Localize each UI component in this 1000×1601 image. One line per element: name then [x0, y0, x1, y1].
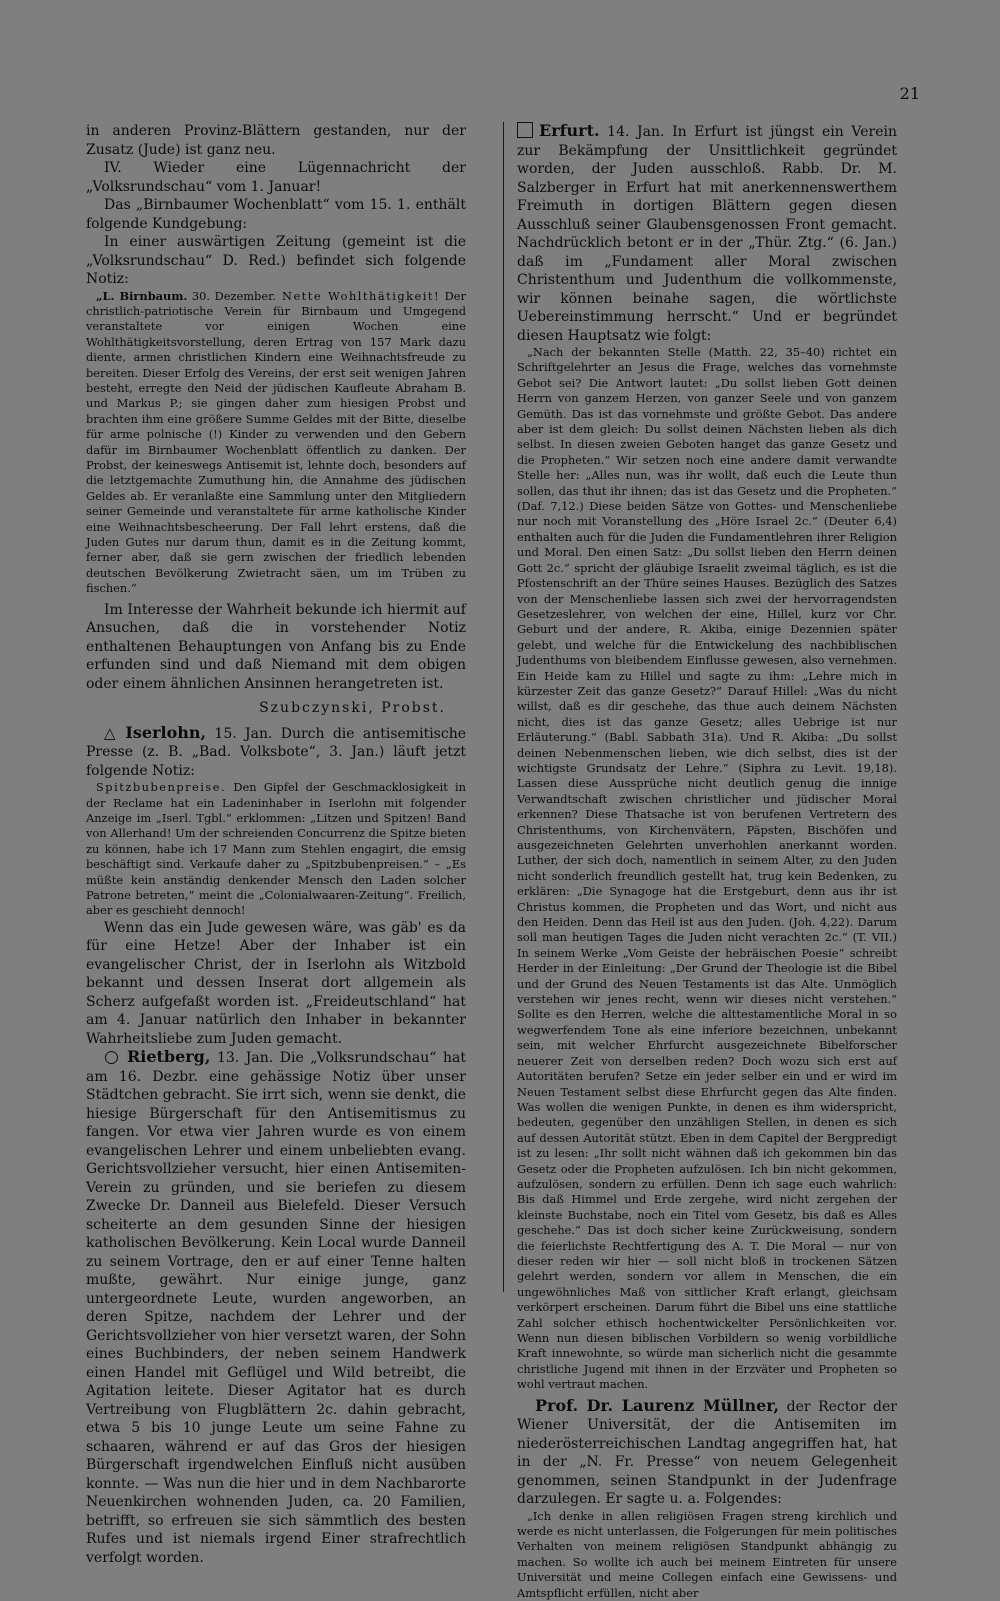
iserlohn-quote-text [86, 780, 466, 919]
rietberg-section [86, 1048, 466, 1567]
birnbaum-quote-text [86, 289, 466, 597]
left-paragraph-5: Im Interesse der Wahrheit bekunde ich hiermit auf Ansuchen, daß die in vorstehender Notiz enthaltenen Behauptungen von Anfang bis zu Ende erfunden sind und daß Niemand mit dem obigen oder einem ähnlichen Ansinnen herangetreten ist. [86, 601, 466, 692]
muellner-name: Prof. Dr. Laurenz Müllner, [535, 1395, 780, 1415]
signature: Szubczynski, Probst. [259, 700, 446, 717]
left-paragraph-2: IV. Wieder eine Lügennachricht der „Volksrundschau“ vom 1. Januar! [86, 160, 466, 195]
iserlohn-quote-heading: Spitzbubenpreise. [96, 780, 227, 795]
left-paragraph-1: in anderen Provinz-Blättern gestanden, nur der Zusatz (Jude) ist ganz neu. [86, 123, 466, 158]
muellner-quote [517, 1509, 897, 1601]
triangle-icon: △ [104, 723, 120, 742]
square-icon [517, 122, 533, 138]
iserlohn-place: Iserlohn, [125, 722, 207, 742]
erfurt-section [517, 122, 897, 345]
left-paragraph-3: Das „Birnbaumer Wochenblatt“ vom 15. 1. enthält folgende Kundgebung: [86, 197, 466, 232]
birnbaum-quote-body: Der christlich-patriotische Verein für Birnbaum und Umgegend veranstaltete vor einigen Wochen eine Wohlthätigkeitsvorstellung, deren Ertrag von 157 Mark dazu diente, armen christlichen Kindern eine Weihnachtsfreude zu bereiten. Dieser Erfolg des Vereins, der erst seit wenigen Jahren besteht, erregte den Neid der jüdischen Kaufleute Abraham B. und Markus P.; sie gingen daher zum hiesigen Probst und brachten ihm eine größere Summe Geldes mit der Bitte, dieselbe für arme polnische (!) Kinder zu verwenden und den Gebern dafür im Birnbaumer Wochenblatt öffentlich zu danken. Der Probst, der keineswegs Antisemit ist, lehnte doch, besonders auf die letztgemachte Zumuthung hin, die Annahme des jüdischen Geldes ab. Er veranlaßte eine Sammlung unter den Mitgliedern seiner Gemeinde und veranstaltete für arme katholische Kinder eine Weihnachtsbescheerung. Der Fall lehrt erstens, daß die Juden Gutes nur darum thun, damit es in die Zeitung kommt, ferner aber, daß sie gern zwischen der friedlich lebenden deutschen Bevölkerung Zwietracht säen, um im Trüben zu fischen.“ [86, 288, 466, 596]
iserlohn-section [86, 724, 466, 781]
left-paragraph-6: Wenn das ein Jude gewesen wäre, was gäb' es da für eine Hetze! Aber der Inhaber ist ein evangelischer Christ, der in Iserlohn als Witzbold bekannt und dessen Inserat dort allgemein als Scherz aufgefaßt worden ist. „Freideutschland“ hat am 4. Januar natürlich den Inhaber in bekannter Wahrheitsliebe zum Juden gemacht. [86, 919, 466, 1047]
iserlohn-quote [86, 780, 466, 919]
erfurt-quote-text: „Nach der bekannten Stelle (Matth. 22, 35–40) richtet ein Schriftgelehrter an Jesus die Frage, welches das vornehmste Gebot sei? Die Antwort lautet: „Du sollst lieben Gott deinen Herrn von ganzem Herzen, von ganzer Seele und von ganzem Gemüth. Das ist das vornehmste und größte Gebot. Das andere aber ist dem gleich: Du sollst deinen Nächsten lieben als dich selbst. In diesen zweien Geboten hanget das ganze Gesetz und die Propheten.“ Wir setzen noch eine andere damit verwandte Stelle her: „Alles nun, was ihr wollt, daß euch die Leute thun sollen, das thut ihr ihnen; das ist das Gesetz und die Propheten.“ (Daf. 7,12.) Diese beiden Sätze von Gottes- und Menschenliebe nur noch mit Voranstellung des „Höre Israel 2c.“ (Deuter 6,4) enthalten auch für die Juden die Fundamentlehren ihrer Religion und Moral. Den einen Satz: „Du sollst lieben den Herrn deinen Gott 2c.“ spricht der gläubige Israelit zweimal täglich, es ist die Pfostenschrift an der Thüre seines Hauses. Bezüglich des Satzes von der Menschenliebe lassen sich zwei der hervorragendsten Gesetzeslehrer, von welchen der eine, Hillel, kurz vor Chr. Geburt und der andere, R. Akiba, einige Dezennien später gelebt, und welche für die Entwickelung des nachbiblischen Judenthums von bleibendem Einflusse gewesen, also vernehmen. Ein Heide kam zu Hillel und sagte zu ihm: „Lehre mich in kürzester Zeit das ganze Gesetz?“ Darauf Hillel: „Was du nicht willst, daß es dir geschehe, das thue auch deinem Nächsten nicht, dies ist das ganze Gesetz; alles Uebrige ist nur Erläuterung.“ (Babl. Sabbath 31a). Und R. Akiba: „Du sollst deinen Nebenmenschen lieben, wie dich selbst, dies ist der wichtigste Grundsatz der Lehre.“ (Siphra zu Levit. 19,18). Lassen diese Aussprüche nicht deutlich genug die innige Verwandtschaft zwischen christlicher und jüdischer Moral erkennen? Diese Thatsache ist von berufenen Vertretern des Christenthums, von Kirchenvätern, Päpsten, Bischöfen und ausgezeichneten Gelehrten unverhohlen anerkannt worden. Luther, der sich doch, namentlich in seinem Alter, zu den Juden nicht sonderlich freundlich gestellt hat, trug kein Bedenken, zu erklären: „Die Synagoge hat die Erstgeburt, denn aus ihr ist Christus kommen, die Propheten und das Wort, und nicht aus den Heiden. Denn das Heil ist aus den Juden. (Joh. 4,22). Darum soll man heutigen Tages die Juden nicht verachten 2c.“ (T. VII.) In seinem Werke „Vom Geiste der hebräischen Poesie“ schreibt Herder in der Einleitung: „Der Grund der Theologie ist die Bibel und der Grund des Neuen Testaments ist das Alte. Unmöglich verstehen wir jenes recht, wenn wir dieses nicht verstehen.“ Sollte es den Herren, welche die alttestamentliche Moral in so wegwerfendem Tone als eine inferiore bezeichnen, unbekannt sein, mit welcher Ehrfurcht ausgezeichnete Bibelforscher neuerer Zeit von derselben reden? Doch wozu sich erst auf Autoritäten berufen? Setze ein jeder selber ein und er wird im Neuen Testament selbst diese Ehrfurcht gegen das Alte finden. Was wollen die wenigen Punkte, in denen es ihm widerspricht, bedeuten, gegenüber den unzähligen Stellen, in denen es sich auf dessen Autorität stützt. Eben in dem Capitel der Bergpredigt ist zu lesen: „Ihr sollt nicht wähnen daß ich gekommen bin das Gesetz oder die Propheten aufzulösen. Ich bin nicht gekommen, aufzulösen, sondern zu erfüllen. Denn ich sage euch wahrlich: Bis daß Himmel und Erde zergehe, wird nicht zergehen der kleinste Buchstabe, noch ein Titel vom Gesetz, bis daß es Alles geschehe.“ Das ist doch sicher keine Zurückweisung, sondern die feierlichste Rechtfertigung des A. T. Die Moral — nur von dieser reden wir hier — soll nicht bloß in trockenen Sätzen gelehrt werden, sondern vor allem in Menschen, die ein ungewöhnliches Maß von sittlicher Kraft erlangt, gleichsam verkörpert erscheinen. Darum führt die Bibel uns eine stattliche Zahl solcher ethisch hochentwickelter Persönlichkeiten vor. Wenn nun diesen biblischen Vorbildern so wenig vorbildliche Kraft innewohnte, so würde man sicherlich nicht die gesammte christliche Jugend mit ihnen in der Erzväter und Propheten so wohl vertraut machen. [517, 345, 897, 1392]
left-paragraph-4: In einer auswärtigen Zeitung (gemeint ist die „Volksrundschau“ D. Red.) befindet sich folgende Notiz: [86, 234, 466, 287]
muellner-text: der Rector der Wiener Universität, der die Antisemiten im niederösterreichischen Landtag angegriffen hat, hat in der „N. Fr. Presse“ von neuem Gelegenheit genommen, seinen Standpunkt in der Judenfrage darzulegen. Er sagte u. a. Folgendes: [517, 1398, 897, 1508]
birnbaum-quote [86, 289, 466, 597]
birnbaum-quote-heading: Nette Wohlthätigkeit! [275, 288, 441, 303]
right-column [517, 122, 897, 1601]
birnbaum-quote-place: „L. Birnbaum. [96, 288, 188, 303]
iserlohn-quote-body: Den Gipfel der Geschmacklosigkeit in der Reclame hat ein Ladeninhaber in Iserlohn mit folgender Anzeige im „Iserl. Tgbl.“ erklommen: „Litzen und Spitzen! Band von Allerhand! Um der schreienden Concurrenz die Spitze bieten zu können, habe ich 17 Mann zum Stehlen engagirt, die emsig beschäftigt sind. Verkaufe daher zu „Spitzbubenpreisen.“ – „Es müßte kein anständig denkender Mensch den Laden solcher Patrone betreten,“ meint die „Colonialwaaren-Zeitung“. Freilich, aber es geschieht dennoch! [86, 780, 466, 918]
circle-icon: ○ [104, 1047, 121, 1068]
iserlohn-text: 15. Jan. Durch die antisemitische Presse (z. B. „Bad. Volksbote“, 3. Jan.) läuft jetzt folgende Notiz: [86, 725, 466, 779]
left-column [86, 122, 466, 1567]
erfurt-place: Erfurt. [539, 121, 600, 140]
rietberg-text: 13. Jan. Die „Volksrundschau“ hat am 16. Dezbr. eine gehässige Notiz über unser Städtchen gebracht. Sie irrt sich, wenn sie denkt, die hiesige Bürgerschaft für den Antisemitismus zu fangen. Vor etwa vier Jahren wurde es von einem evangelischen Lehrer und einem unbeliebten evang. Gerichtsvollzieher versucht, hier einen Antisemiten-Verein zu gründen, und sie beriefen zu diesem Zwecke Dr. Danneil aus Bielefeld. Dieser Versuch scheiterte an dem gesunden Sinne der hiesigen katholischen Bevölkerung. Kein Local wurde Danneil zu seinem Vortrage, den er auf einer Tenne halten mußte, gewährt. Nur einige junge, ganz untergeordnete Leute, wurden angeworben, an deren Spitze, nachdem der Lehrer und der Gerichtsvollzieher von hier versetzt waren, der Sohn eines Buchbinders, der neben seinem Handwerk einen Handel mit Geflügel und Wild betreibt, die Agitation leitete. Dieser Agitator hat es durch Vertreibung von Flugblättern 2c. dahin gebracht, etwa 5 bis 10 junge Leute um seine Fahne zu schaaren, während er auf das Gros der hiesigen Bürgerschaft irgendwelchen Einfluß nicht ausüben konnte. — Was nun die hier und in dem Nachbarorte Neuenkirchen wohnenden Juden, ca. 20 Familien, betrifft, so erfreuen sie sich sämmtlich des besten Rufes und ist niemals irgend Einer strafrechtlich verfolgt worden. [86, 1050, 466, 1566]
rietberg-place: Rietberg, [126, 1047, 211, 1067]
muellner-quote-text: „Ich denke in allen religiösen Fragen streng kirchlich und werde es nicht unterlassen, die Folgerungen für mein politisches Verhalten von meinem religiösen Standpunkt abhängig zu machen. So wollte ich auch bei meinem Eintreten für unsere Universität und meine Collegen einfach eine Gewissens- und Amtspflicht erfüllen, nicht aber [517, 1508, 897, 1600]
page-number: 21 [899, 84, 920, 103]
erfurt-quote [517, 345, 897, 1393]
muellner-section [517, 1397, 897, 1509]
erfurt-text: 14. Jan. In Erfurt ist jüngst ein Verein zur Bekämpfung der Unsittlichkeit gegründet worden, der Juden ausschloß. Rabb. Dr. M. Salzberger in Erfurt hat mit anerkennenswerthem Freimuth in dortigen Blättern gegen diesen Ausschluß seiner Glaubensgenossen Front gemacht. Nachdrücklich betont er in der „Thür. Ztg.“ (6. Jan.) daß im „Fundament aller Moral zwischen Christenthum und Judenthum die vollkommenste, wir können beinahe sagen, die wörtlichste Uebereinstimmung herrscht.“ Und er begründet diesen Hauptsatz wie folgt: [517, 124, 897, 344]
column-divider [503, 122, 504, 1292]
birnbaum-quote-date: 30. Dezember. [187, 288, 276, 303]
